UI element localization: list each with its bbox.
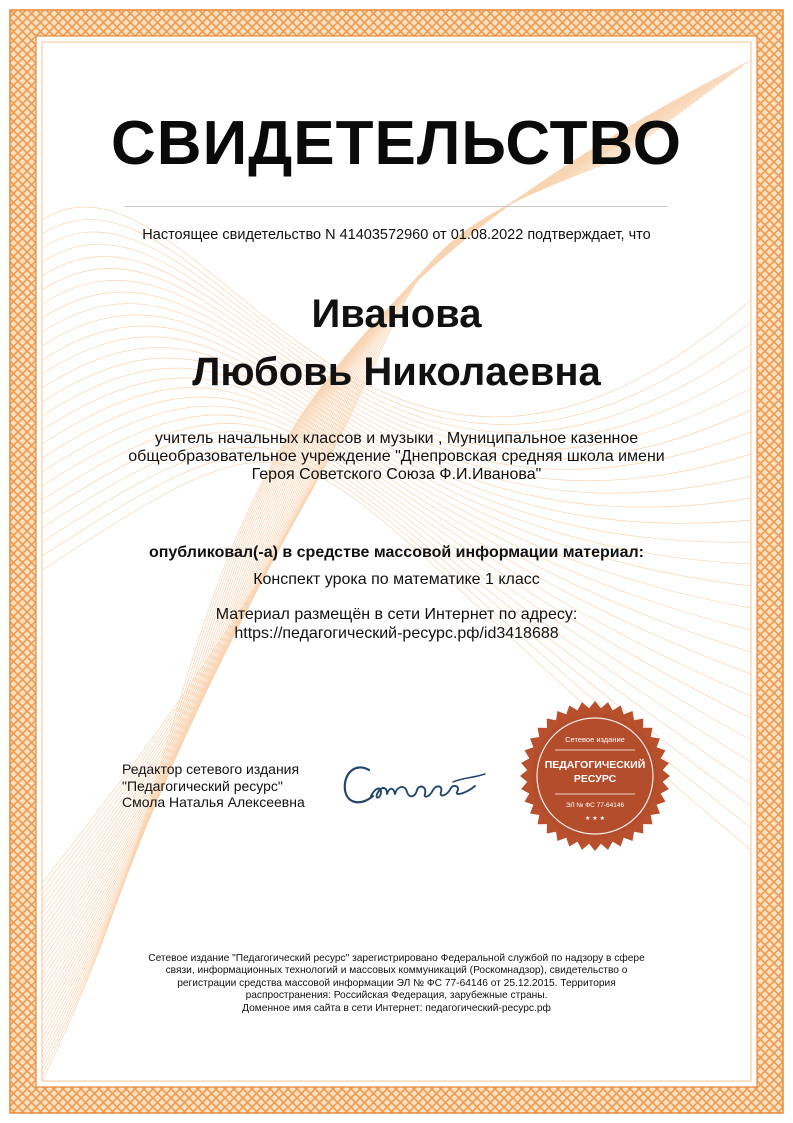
publisher-seal	[519, 700, 671, 852]
position-line: Героя Советского Союза Ф.И.Иванова"	[251, 466, 542, 483]
position-line: учитель начальных классов и музыки , Муниципальное казенное	[154, 430, 639, 447]
certificate-intro: Настоящее свидетельство N 41403572960 от 01.08.2022 подтверждает, что	[142, 227, 651, 243]
editor-block	[122, 761, 322, 811]
recipient-given-names: Любовь Николаевна	[192, 350, 601, 394]
editor-role: Редактор сетевого издания	[122, 761, 300, 777]
material-title: Конспект урока по математике 1 класс	[253, 571, 540, 588]
registration-footer	[118, 953, 675, 1015]
address-label: Материал размещён в сети Интернет по адресу:	[215, 606, 578, 623]
footer-line: связи, информационных технологий и массовых коммуникаций (Роскомнадзор), свидетельство о	[165, 965, 628, 977]
footer-line: распространения: Российская Федерация, зарубежные страны.	[245, 990, 548, 1002]
seal-stars: ★ ★ ★	[585, 815, 605, 822]
editor-publication: "Педагогический ресурс"	[122, 777, 283, 794]
recipient-surname: Иванова	[311, 292, 482, 336]
position-line: общеобразовательное учреждение "Днепровская средняя школа имени	[128, 448, 665, 465]
seal-brand-line2: РЕСУРС	[573, 773, 617, 785]
footer-line: регистрации средства массовой информации ЭЛ № ФС 77-64146 от 25.12.2015. Территория	[177, 977, 616, 989]
editor-name: Смола Наталья Алексеевна	[122, 794, 305, 810]
footer-line: Сетевое издание "Педагогический ресурс" зарегистрировано Федеральной службой по надзору в сфере	[148, 953, 645, 964]
address-url: https://педагогический-ресурс.рф/id3418688	[234, 625, 559, 642]
certificate-title: СВИДЕТЕЛЬСТВО	[111, 109, 682, 178]
title-divider	[124, 206, 668, 207]
footer-line: Доменное имя сайта в сети Интернет: педагогический-ресурс.рф	[242, 1002, 551, 1014]
seal-brand-line1: ПЕДАГОГИЧЕСКИЙ	[544, 759, 646, 771]
editor-signature	[335, 752, 495, 822]
seal-top-text: Сетевое издание	[565, 735, 625, 744]
recipient-position	[100, 430, 693, 484]
publication-heading: опубликовал(-а) в средстве массовой информации материал:	[148, 544, 645, 561]
seal-license: ЭЛ № ФС 77-64146	[565, 802, 625, 809]
